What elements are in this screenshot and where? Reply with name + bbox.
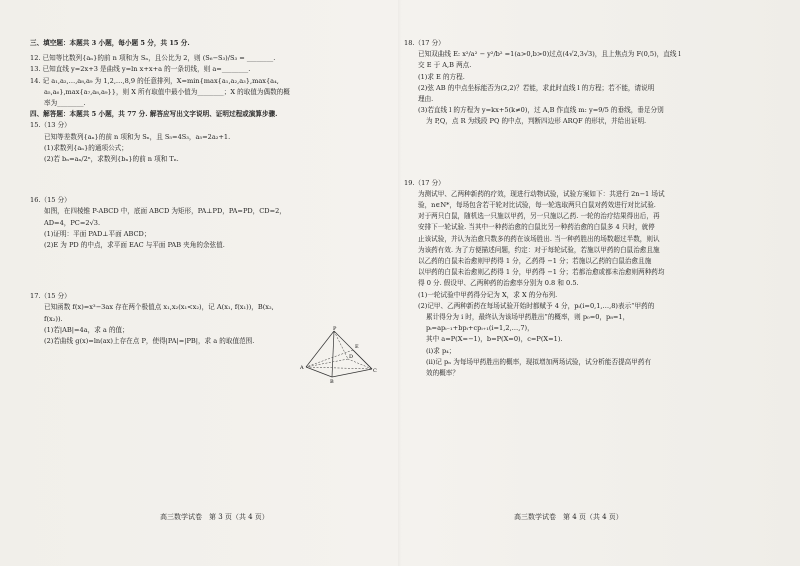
text-line: (1)证明：平面 PAD⊥平面 ABCD；	[44, 229, 151, 238]
text-line: 17.（15 分）	[30, 292, 71, 301]
text-line: (2)E 为 PD 的中点，求平面 EAC 与平面 PAB 夹角的余弦值.	[44, 241, 225, 250]
page-crease	[398, 0, 402, 566]
text-line: (3)若直线 l 的方程为 y=kx+5(k≠0)，过 A,B 作直线 m: y=9/5 的垂线，垂足分别	[418, 106, 664, 115]
text-line: f(x₂)).	[44, 314, 63, 323]
text-line: 如图，在四棱锥 P-ABCD 中，底面 ABCD 为矩形，PA⊥PD，PA=PD，CD=2，	[44, 207, 286, 216]
text-line: AD=4，PC=2√3.	[44, 218, 101, 227]
text-line: 对于两只白鼠，随机选一只施以甲药，另一只施以乙药. 一轮的治疗结果得出后，再	[418, 212, 660, 221]
text-line: (2)若 bₙ=aₙ/2ⁿ，求数列{bₙ}的前 n 项和 Tₙ.	[44, 155, 179, 164]
text-line: 三、填空题：本题共 3 小题，每小题 5 分，共 15 分.	[30, 39, 190, 47]
label-D: D	[349, 354, 354, 360]
spacer	[404, 148, 776, 158]
text-line: 13. 已知直线 y=2x+3 是曲线 y=ln x+x+a 的一条切线，则 a=________.	[30, 65, 251, 74]
text-line: (ⅰ)求 p₄；	[426, 346, 456, 355]
text-line: (1)求 E 的方程.	[418, 72, 465, 81]
page-4-column	[404, 38, 776, 379]
spacer	[404, 128, 776, 138]
label-B: B	[330, 379, 334, 385]
text-line: 19.（17 分）	[404, 178, 445, 187]
text-line: 得 0 分. 假设甲、乙两种药的治愈率分别为 0.8 和 0.5.	[418, 279, 579, 288]
spacer	[404, 168, 776, 178]
text-line: (2)若曲线 g(x)=ln(ax)上存在点 P，使得|PA|=|PB|，求 a 的取值范围.	[44, 337, 255, 346]
spacer	[30, 165, 398, 175]
spacer	[30, 251, 398, 261]
page-4-footer: 高三数学试卷 第 4 页（共 4 页）	[514, 513, 623, 521]
text-line: 以甲药的白鼠未治愈则乙药得 1 分，甲药得 −1 分；若都治愈或都未治愈则两种药均	[418, 268, 665, 277]
text-line: 其中 a=P(X=−1)，b=P(X=0)，c=P(X=1).	[426, 335, 563, 344]
text-line: (ⅱ)记 pₙ 为每场甲药胜出的概率，现拟增加两场试验，试分析能否提高甲药有	[426, 357, 652, 366]
page-3-footer: 高三数学试卷 第 3 页（共 4 页）	[160, 513, 269, 521]
text-line: (2)弦 AB 的中点坐标能否为(2,2)？若能，求此时直线 l 的方程；若不能，请说明	[418, 83, 655, 92]
spacer	[30, 281, 398, 291]
text-line: 已知函数 f(x)=x³−3ax 存在两个极值点 x₁,x₂(x₁<x₂)，记 A(x₁, f(x₁))，B(x₂,	[44, 303, 274, 312]
text-line: 验，n∈N*，每场包含若干轮对比试验，每一轮选取两只白鼠对药效进行对比试验.	[418, 201, 656, 210]
text-line: 已知双曲线 E: x²/a² − y²/b² =1(a>0,b>0)过点(4√2,3√3)，且上焦点为 F(0,5)，直线 l	[418, 50, 681, 59]
text-line: 效的概率？	[426, 369, 459, 378]
pyramid-figure	[298, 325, 378, 385]
text-line: (1)一轮试验中甲药得分记为 X，求 X 的分布列.	[418, 290, 558, 299]
text-line: 以乙药的白鼠未治愈则甲药得 1 分，乙药得 −1 分；若施以乙药的白鼠治愈且施	[418, 257, 652, 266]
page-3-column	[30, 38, 398, 347]
text-line: 为 P,Q，点 R 为线段 PQ 的中点，判断四边形 ARQF 的形状，并给出证明.	[426, 117, 647, 126]
spacer	[404, 158, 776, 168]
text-line: 累计得分为 i 时，最终认为该场甲药胜出”的概率，则 p₀=0，p₈=1，	[426, 313, 630, 322]
text-line: 四、解答题：本题共 5 小题，共 77 分. 解答应写出文字说明、证明过程或演算步骤.	[30, 110, 278, 119]
text-line: 18.（17 分）	[404, 39, 445, 47]
text-line: 14. 记 a₁,a₂,…,a₈,a₉ 为 1,2,…,8,9 的任意排列，X=min{max{a₁,a₂,a₃},max{a₄,	[30, 76, 279, 85]
label-P: P	[333, 326, 337, 332]
text-line: 15.（13 分）	[30, 121, 71, 130]
label-A: A	[300, 365, 304, 371]
text-line: pᵢ=apᵢ₋₁+bpᵢ+cpᵢ₊₁(i=1,2,…,7)，	[426, 324, 534, 333]
spacer	[30, 271, 398, 281]
spacer	[30, 175, 398, 185]
text-line: 止该试验，并认为治愈只数多的药在该场胜出. 当一种药胜出的场数超过半数，则认	[418, 234, 660, 243]
text-line: 16.（15 分）	[30, 196, 71, 205]
text-line: a₅,a₆},max{a₇,a₈,a₉}}，则 X 所有取值中最小值为________；X 的取值为偶数的概	[44, 87, 290, 96]
text-line: 12. 已知等比数列{aₙ}的前 n 项和为 Sₙ，且公比为 2，则 (S₆−S₃)/S₃ = ________.	[30, 54, 276, 63]
label-C: C	[373, 368, 377, 374]
spacer	[30, 261, 398, 271]
text-line: 理由.	[418, 95, 434, 104]
text-line: 交 E 于 A,B 两点.	[418, 61, 472, 70]
spacer	[404, 138, 776, 148]
spacer	[30, 185, 398, 195]
text-line: 已知等差数列{aₙ}的前 n 项和为 Sₙ，且 S₅=4S₃，a₅=2a₂+1.	[44, 132, 231, 141]
text-line: 为该药有效. 为了方便描述问题，约定：对于每轮试验，若施以甲药的白鼠治愈且施	[418, 245, 660, 254]
text-line: (1)求数列{aₙ}的通项公式；	[44, 143, 128, 152]
label-E: E	[355, 344, 359, 350]
pyramid-diagram	[298, 325, 378, 385]
text-line: (2)记甲、乙两种新药在每场试验开始时都赋予 4 分，pᵢ(i=0,1,…,8)表示“甲药的	[418, 301, 655, 310]
text-line: (1)若|AB|=4a，求 a 的值；	[44, 325, 129, 334]
text-line: 安排下一轮试验. 当其中一种药治愈的白鼠比另一种药治愈的白鼠多 4 只时，就停	[418, 223, 655, 232]
text-line: 为测试甲、乙两种新药的疗效，现进行动物试验，试验方案如下：共进行 2n−1 场试	[418, 189, 665, 198]
text-line: 率为________.	[44, 99, 86, 108]
